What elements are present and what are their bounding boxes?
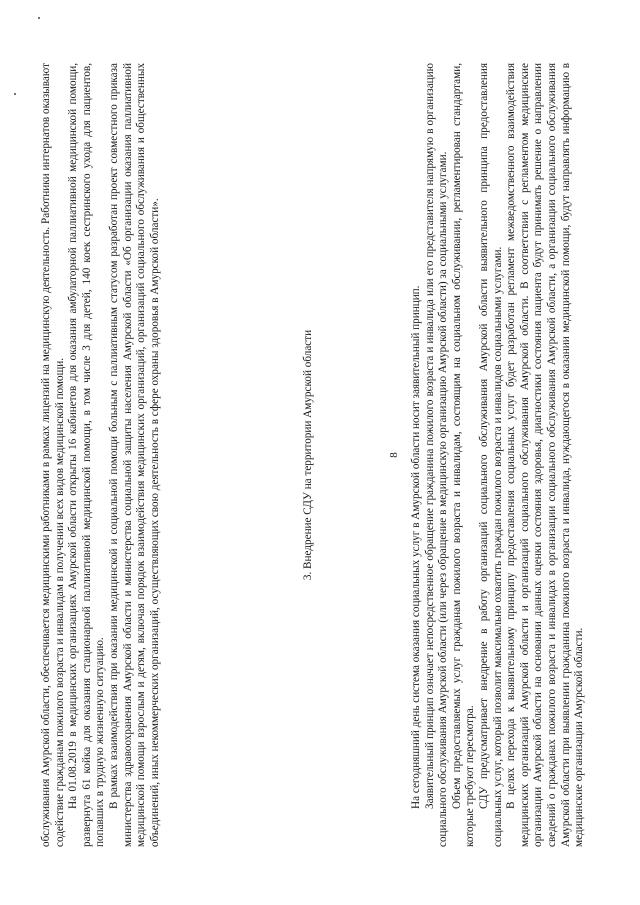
scan-speck — [14, 93, 16, 95]
paragraph: В целях перехода к выявительному принципу предоставления социальных услуг будет разработан регламент межведомственного взаимодействия медицинских организаций Амурской области и организаций социального обслуживания Амурской области. В соответствии с регламентом медицинские организации Амурской области на основании данных оценки состояния здоровья, диагностики состояния пациента будут принимать решение о направлении сведений о гражданах пожилого возраста и инвалидах в организации социального обслуживания Амурской области, а организации социального обслуживания Амурской области при выявлении гражданина пожилого возраста и инвалида, нуждающегося в оказании медицинской помощи, будут направлять информацию в медицинские организации Амурской области. — [505, 63, 586, 847]
rotated-document-page — [40, 55, 600, 855]
page-number: 8 — [388, 452, 400, 458]
paragraph: обслуживания Амурской области, обеспечивается медицинскими работниками в рамках лицензий на медицинскую деятельность. Работники интернатов оказывают содействие гражданам пожилого возраста и инвалидам в получении всех видов медицинской помощи. — [40, 63, 66, 847]
top-text-block — [40, 63, 162, 847]
scan-speck — [38, 17, 40, 19]
bottom-text-block — [410, 63, 587, 847]
paragraph: На сегодняшний день система оказания социальных услуг в Амурской области носит заявительный принцип. — [410, 285, 422, 809]
paragraph: Заявительный принцип означает непосредственное обращение гражданина пожилого возраста и инвалида или его представителя напрямую в организацию социального обслуживания Амурской области (или через обращение в медицинскую организацию Амурской области) за социальными услугами. — [423, 63, 450, 847]
paragraph: На 01.08.2019 в медицинских организациях Амурской области открыты 16 кабинетов для оказания амбулаторной паллиативной медицинской помощи, развернута 61 койка для оказания стационарной паллиативной медицинской помощи, в том числе 3 для детей, 140 коек сестринского ухода для пациентов, попавших в трудную жизненную ситуацию. — [67, 63, 107, 847]
paragraph: Объем предоставляемых услуг гражданам пожилого возраста и инвалидам, состоящим на социальном обслуживании, регламентирован стандартами, которые требуют пересмотра. — [450, 63, 477, 847]
paragraph: СДУ предусматривает внедрение в работу организаций социального обслуживания Амурской области выявительного принципа предоставления социальных услуг, который позволит максимально охватить граждан пожилого возраста и инвалидов социальными услугами. — [477, 63, 504, 847]
paragraph: В рамках взаимодействия при оказании медицинской и социальной помощи больным с паллиативным статусом разработан проект совместного приказа министерства здравоохранения Амурской области и министерства социальной защиты населения Амурской области «Об организации оказания паллиативной медицинской помощи взрослым и детям, включая порядок взаимодействия медицинских организаций, организаций социального обслуживания и общественных объединений, иных некоммерческих организаций, осуществляющих свою деятельность в сфере охраны здоровья в Амурской области». — [107, 63, 161, 847]
section-heading: 3. Внедрение СДУ на территории Амурской области — [302, 329, 314, 581]
